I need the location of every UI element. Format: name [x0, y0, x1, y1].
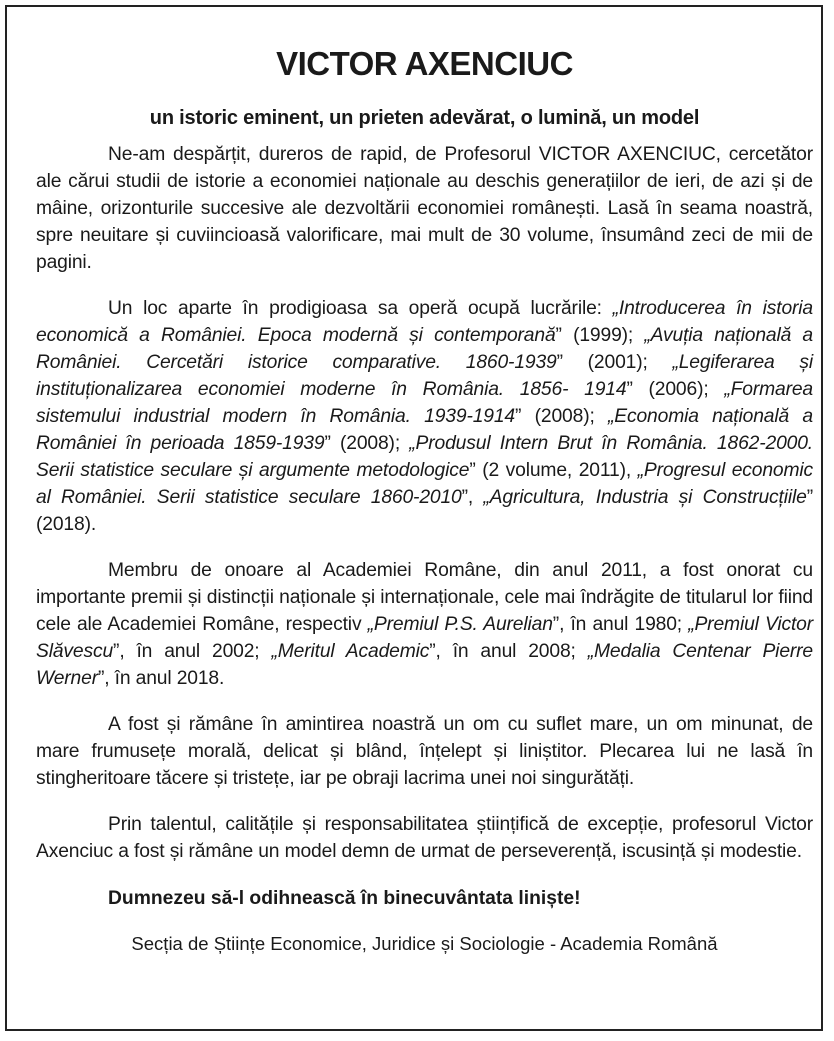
paragraph-1 — [36, 141, 813, 276]
text-run: ”, în anul 2018. — [97, 668, 225, 689]
italic-title-run: „Medalia Centenar Pierre Werner — [36, 641, 814, 689]
text-run: Membru de onoare al Academiei Române, din anul 2011, a fost onorat cu importante premii și distincții naționale și internaționale, cele mai îndrăgite de titularul lor fiind cele ale Academiei Române, respectiv — [36, 560, 813, 635]
paragraph-5 — [36, 811, 813, 865]
text-run: ”, în anul 2008; — [429, 641, 588, 662]
page-subtitle: un istoric eminent, un prieten adevărat, o lumină, un model — [149, 107, 700, 129]
italic-title-run: „Produsul Intern Brut în România. 1862-2000. Serii statistice seculare și argumente metodologice — [36, 433, 813, 481]
text-run: Prin talentul, calitățile și responsabilitatea științifică de excepție, profesorul Victor Axenciuc a fost și rămâne un model demn de urmat de perseverență, iscusință și modestie. — [36, 814, 813, 862]
paragraph-2 — [36, 295, 813, 538]
italic-title-run: „Meritul Academic — [271, 641, 430, 662]
italic-title-run: „Avuția națională a României. Cercetări istorice comparative. 1860-1939 — [36, 325, 814, 373]
italic-title-run: „Legiferarea și instituționalizarea economiei moderne în România. 1856- 1914 — [36, 352, 813, 400]
page-title: VICTOR AXENCIUC — [276, 45, 573, 82]
document-body — [36, 37, 813, 957]
text-run: ” (2018). — [36, 487, 813, 535]
text-run: Ne-am despărțit, dureros de rapid, de Profesorul VICTOR AXENCIUC, cercetător ale cărui studii de istorie a economiei naționale au deschis generațiilor de ieri, de azi și de mâine, orizonturile succesive ale dezvoltării economiei românești. Lasă în seama noastră, spre neuitare și cuviincioasă valorificare, mai mult de 30 volume, însumând zeci de mii de pagini. — [36, 144, 813, 273]
italic-title-run: „Progresul economic al României. Serii statistice seculare 1860-2010 — [36, 460, 814, 508]
text-run: Un loc aparte în prodigioasa sa operă ocupă lucrările: — [108, 298, 613, 319]
italic-title-run: „Introducerea în istoria economică a României. Epoca modernă și contemporană — [36, 298, 813, 346]
text-run: ”, în anul 1980; — [552, 614, 689, 635]
text-run: ” (2001); — [556, 352, 673, 373]
italic-title-run: „Premiul P.S. Aurelian — [367, 614, 553, 635]
italic-title-run: „Formarea sistemului industrial modern în România. 1939-1914 — [36, 379, 813, 427]
paragraph-4 — [36, 711, 813, 792]
document-frame — [5, 5, 823, 1031]
text-run: ”, în anul 2002; — [113, 641, 272, 662]
text-run: ” (2 volume, 2011), — [469, 460, 638, 481]
closing-line: Dumnezeu să-l odihnească în binecuvântata liniște! — [108, 888, 581, 909]
text-run: ”, — [461, 487, 484, 508]
text-run: ” (2006); — [626, 379, 725, 400]
text-run: ” (2008); — [324, 433, 410, 454]
text-run: A fost și rămâne în amintirea noastră un om cu suflet mare, un om minunat, de mare frumusețe morală, delicat și blând, înțelept și liniștitor. Plecarea lui ne lasă în stingheritoare tăcere și tristețe, iar pe obraji lacrima unei noi singurătăți. — [36, 714, 813, 789]
italic-title-run: „Premiul Victor Slăvescu — [36, 614, 814, 662]
italic-title-run: „Agricultura, Industria și Construcțiile — [483, 487, 807, 508]
paragraph-3 — [36, 557, 813, 692]
text-run: ” (1999); — [555, 325, 645, 346]
text-run: ” (2008); — [515, 406, 609, 427]
footer-signature: Secția de Științe Economice, Juridice și Sociologie - Academia Română — [131, 933, 718, 954]
italic-title-run: „Economia națională a României în perioada 1859-1939 — [36, 406, 813, 454]
